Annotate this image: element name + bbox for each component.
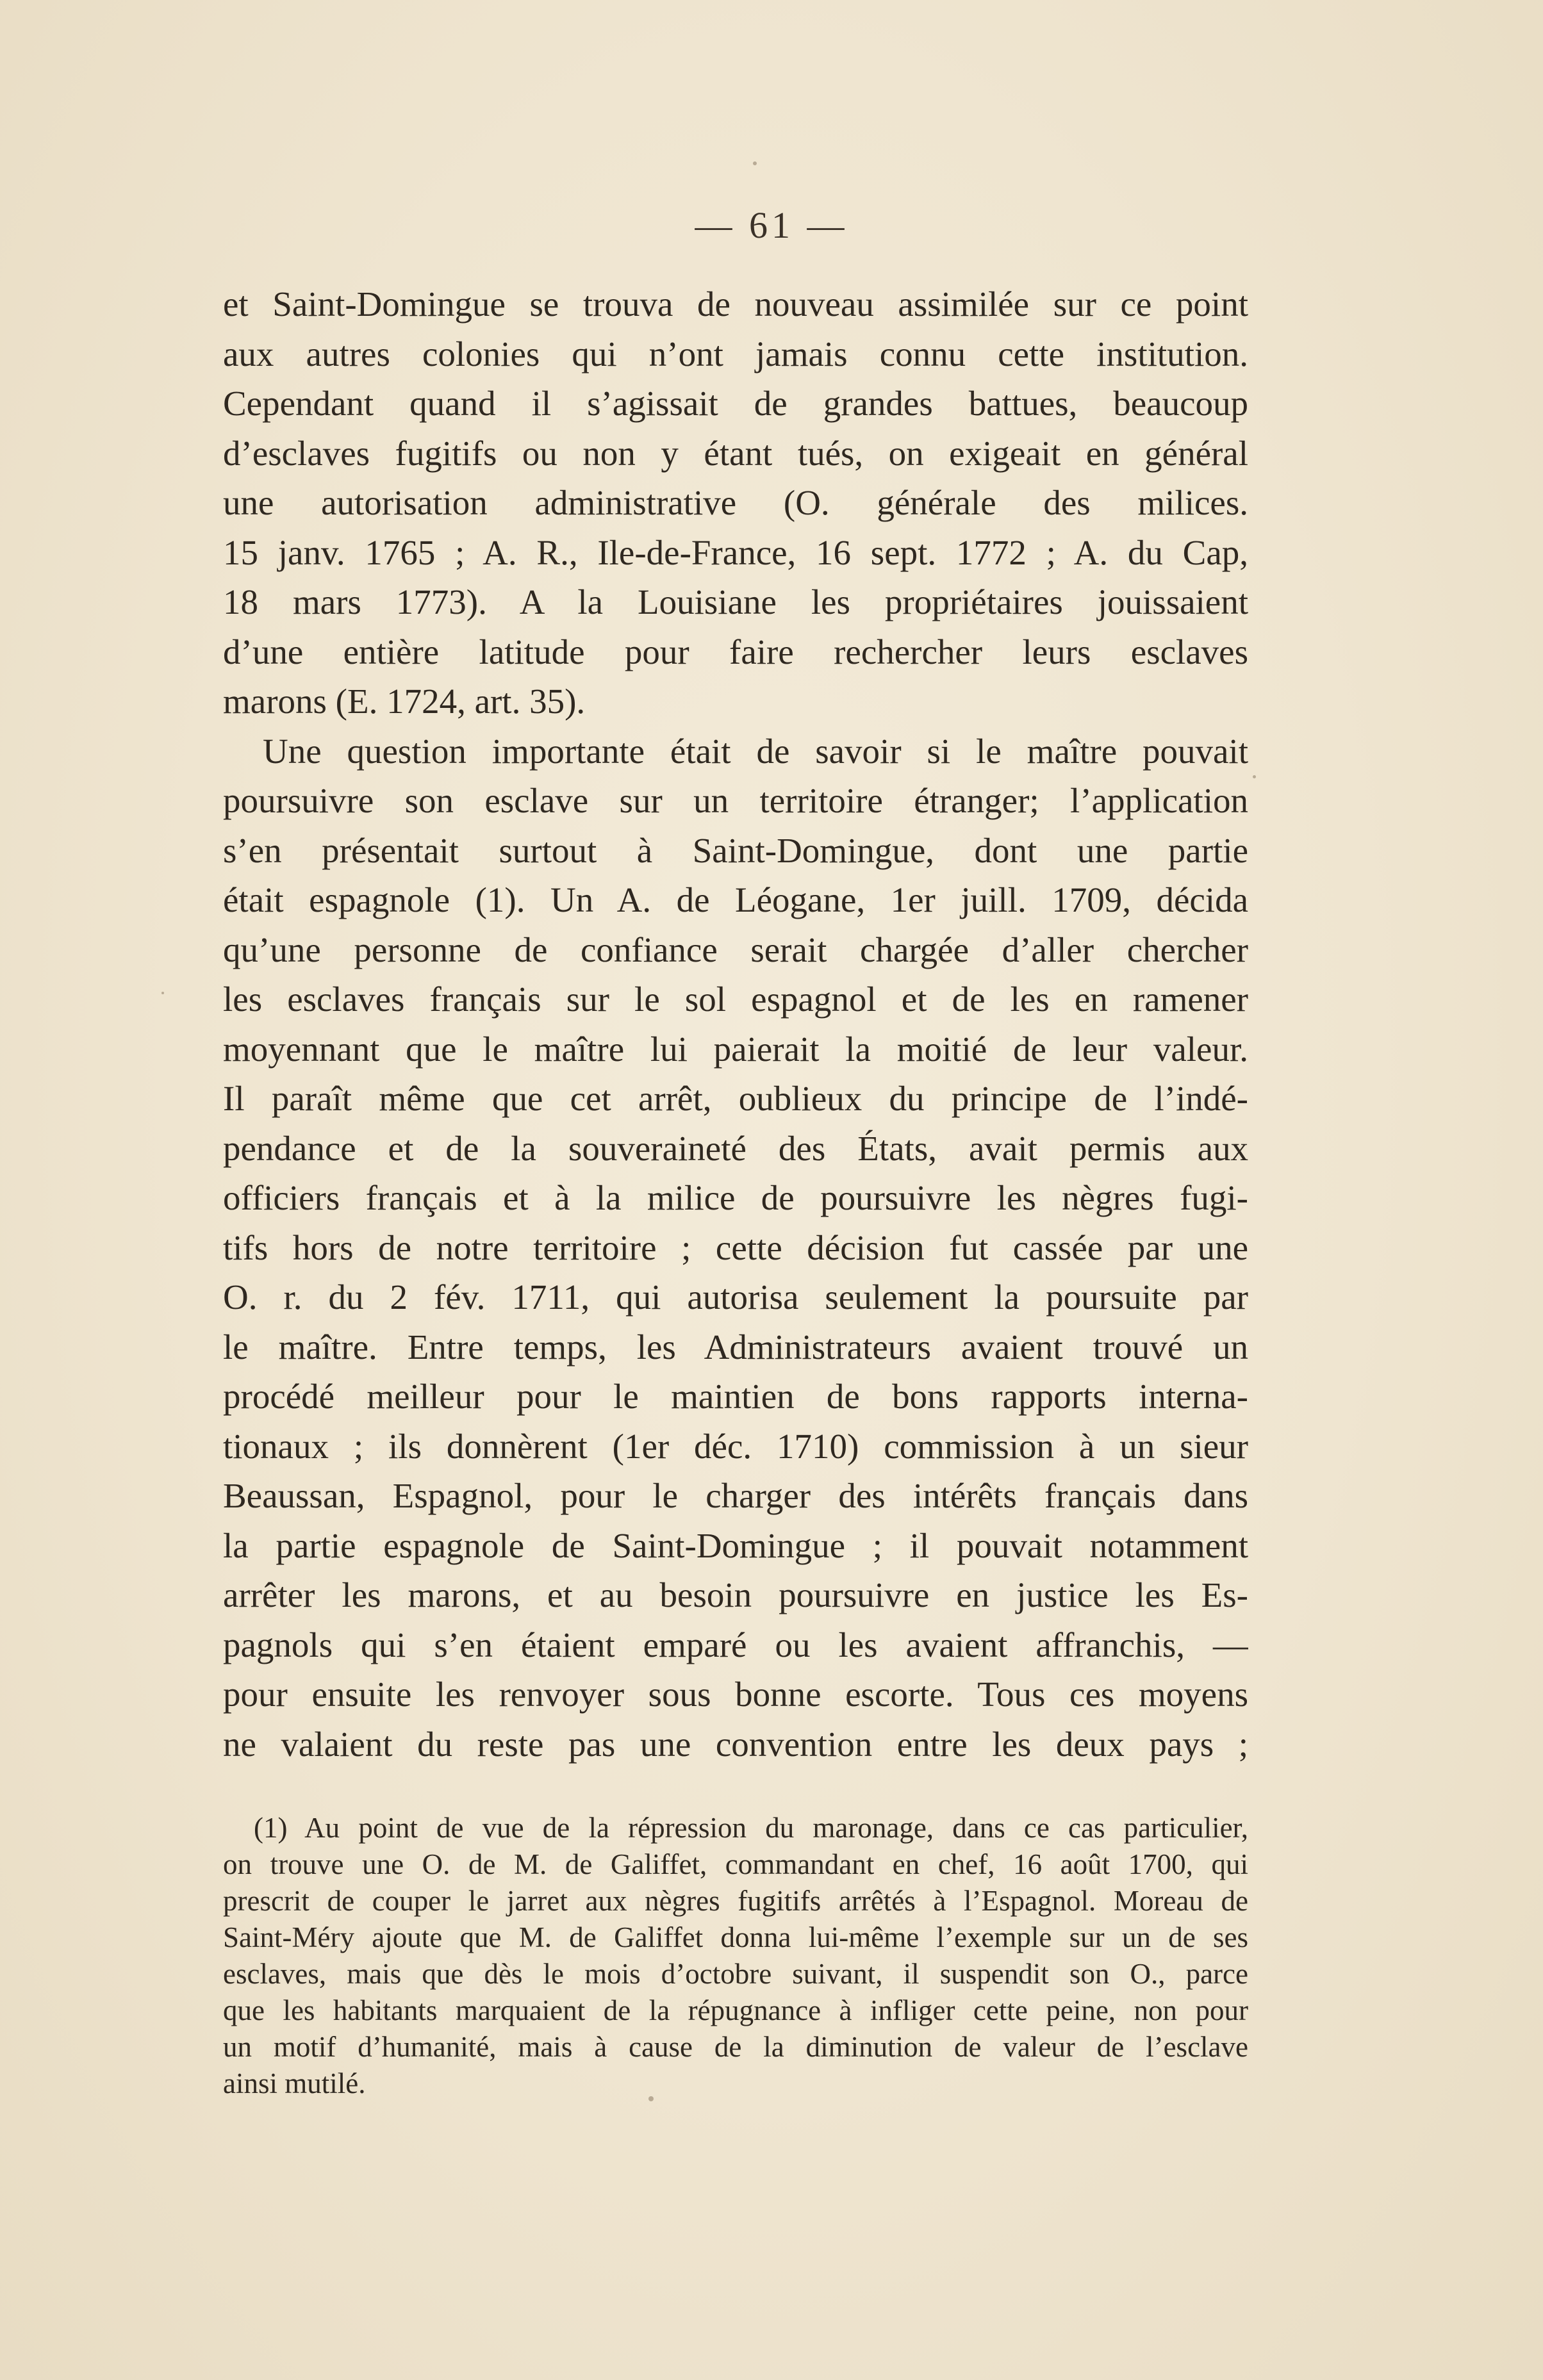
- text-line: arrêter les marons, et au besoin poursuivre en justice les Es-: [223, 1575, 1248, 1614]
- text-line: et Saint-Domingue se trouva de nouveau assimilée sur ce point: [223, 284, 1248, 324]
- footnote-line: on trouve une O. de M. de Galiffet, commandant en chef, 16 août 1700, qui: [223, 1848, 1248, 1880]
- text-line: Une question importante était de savoir si le maître pouvait: [263, 731, 1248, 771]
- page-number: — 61 —: [695, 204, 848, 246]
- text-line: marons (E. 1724, art. 35).: [223, 682, 586, 721]
- text-line: Cependant quand il s’agissait de grandes battues, beaucoup: [223, 384, 1248, 423]
- footnote-line: esclaves, mais que dès le mois d’octobre suivant, il suspendit son O., parce: [223, 1958, 1248, 1990]
- text-line: pour ensuite les renvoyer sous bonne escorte. Tous ces moyens: [223, 1675, 1248, 1714]
- footnote-line: ainsi mutilé.: [223, 2067, 366, 2099]
- text-line: moyennant que le maître lui paierait la moitié de leur valeur.: [223, 1029, 1248, 1069]
- text-line: le maître. Entre temps, les Administrateurs avaient trouvé un: [223, 1327, 1248, 1366]
- footnote-line: Saint-Méry ajoute que M. de Galiffet donna lui-même l’exemple sur un de ses: [223, 1921, 1248, 1953]
- text-line: les esclaves français sur le sol espagnol et de les en ramener: [223, 980, 1248, 1019]
- text-line: officiers français et à la milice de poursuivre les nègres fugi-: [223, 1178, 1248, 1217]
- text-line: s’en présentait surtout à Saint-Domingue, dont une partie: [223, 830, 1248, 870]
- paper-speck: [1253, 775, 1256, 778]
- paper-speck: [161, 992, 164, 994]
- text-line: 15 janv. 1765 ; A. R., Ile-de-France, 16 sept. 1772 ; A. du Cap,: [223, 532, 1248, 572]
- text-line: tionaux ; ils donnèrent (1er déc. 1710) commission à un sieur: [223, 1426, 1248, 1466]
- footnote-line: un motif d’humanité, mais à cause de la diminution de valeur de l’esclave: [223, 2031, 1248, 2063]
- text-line: aux autres colonies qui n’ont jamais connu cette institution.: [223, 334, 1248, 373]
- text-line: la partie espagnole de Saint-Domingue ; il pouvait notamment: [223, 1525, 1248, 1565]
- text-line: ne valaient du reste pas une convention entre les deux pays ;: [223, 1724, 1248, 1764]
- text-line: procédé meilleur pour le maintien de bons rapports interna-: [223, 1377, 1248, 1416]
- text-line: pendance et de la souveraineté des États, avait permis aux: [223, 1128, 1248, 1168]
- text-line: pagnols qui s’en étaient emparé ou les avaient affranchis, —: [223, 1625, 1248, 1664]
- main-text: [223, 279, 1248, 1769]
- text-line: qu’une personne de confiance serait chargée d’aller chercher: [223, 930, 1248, 969]
- text-line: poursuivre son esclave sur un territoire étranger; l’application: [223, 781, 1248, 820]
- footnote-line: prescrit de couper le jarret aux nègres fugitifs arrêtés à l’Espagnol. Moreau de: [223, 1885, 1248, 1917]
- text-line: Beaussan, Espagnol, pour le charger des intérêts français dans: [223, 1476, 1248, 1515]
- text-line: d’esclaves fugitifs ou non y étant tués, on exigeait en général: [223, 433, 1248, 473]
- footnote-line: (1) Au point de vue de la répression du maronage, dans ce cas particulier,: [254, 1812, 1248, 1844]
- text-line: était espagnole (1). Un A. de Léogane, 1er juill. 1709, décida: [223, 880, 1248, 919]
- text-line: une autorisation administrative (O. générale des milices.: [223, 483, 1248, 522]
- text-line: O. r. du 2 fév. 1711, qui autorisa seulement la poursuite par: [223, 1277, 1248, 1317]
- text-line: Il paraît même que cet arrêt, oublieux du principe de l’indé-: [223, 1079, 1248, 1118]
- footnote-line: que les habitants marquaient de la répugnance à infliger cette peine, non pour: [223, 1994, 1248, 2026]
- text-line: d’une entière latitude pour faire rechercher leurs esclaves: [223, 632, 1248, 671]
- paper-speck: [648, 2096, 654, 2101]
- footnote: [223, 1810, 1248, 2102]
- text-line: tifs hors de notre territoire ; cette décision fut cassée par une: [223, 1227, 1248, 1267]
- text-line: 18 mars 1773). A la Louisiane les propriétaires jouissaient: [223, 582, 1248, 621]
- paper-speck: [753, 161, 757, 165]
